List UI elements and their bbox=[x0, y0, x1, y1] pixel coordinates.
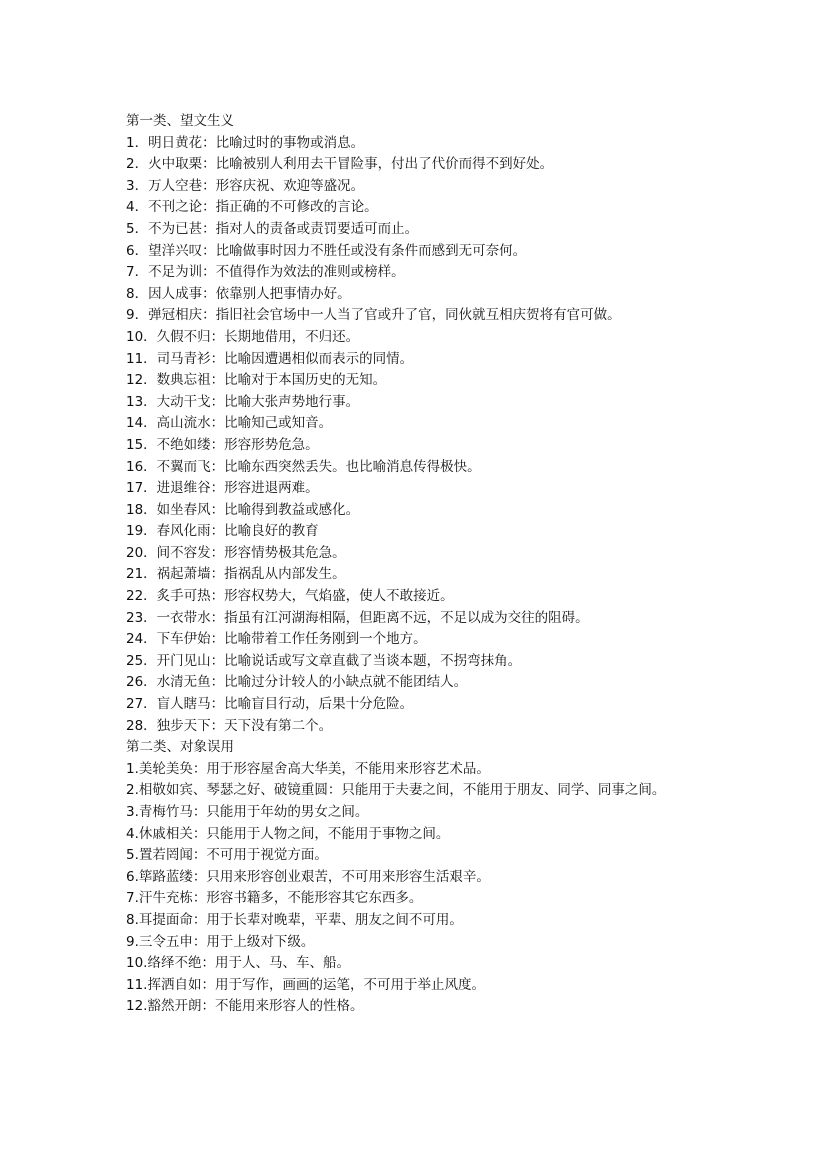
list-item: 22．炙手可热：形容权势大，气焰盛，使人不敢接近。 bbox=[126, 588, 454, 605]
list-item: 8．因人成事：依靠别人把事情办好。 bbox=[126, 285, 351, 302]
list-item: 6.筚路蓝缕：只用来形容创业艰苦，不可用来形容生活艰辛。 bbox=[126, 868, 490, 885]
list-item: 24．下车伊始：比喻带着工作任务刚到一个地方。 bbox=[126, 631, 427, 648]
list-item: 13．大动干戈：比喻大张声势地行事。 bbox=[126, 393, 360, 410]
section-title-2: 第二类、对象误用 bbox=[126, 739, 234, 756]
list-item: 17．进退维谷：形容进退两难。 bbox=[126, 480, 319, 497]
list-item: 12．数典忘祖：比喻对于本国历史的无知。 bbox=[126, 372, 387, 389]
list-item: 12.豁然开朗：不能用来形容人的性格。 bbox=[126, 998, 364, 1015]
list-item: 4．不刊之论：指正确的不可修改的言论。 bbox=[126, 199, 378, 216]
list-item: 27．盲人瞎马：比喻盲目行动，后果十分危险。 bbox=[126, 696, 414, 713]
list-item: 10．久假不归：长期地借用，不归还。 bbox=[126, 328, 360, 345]
list-item: 21．祸起萧墙：指祸乱从内部发生。 bbox=[126, 566, 346, 583]
list-item: 11．司马青衫：比喻因遭遇相似而表示的同情。 bbox=[126, 350, 414, 367]
list-item: 2.相敬如宾、琴瑟之好、破镜重圆：只能用于夫妻之间，不能用于朋友、同学、同事之间。 bbox=[126, 782, 666, 799]
section-title-1: 第一类、望文生义 bbox=[126, 113, 234, 129]
list-item: 20．间不容发：形容情势极其危急。 bbox=[126, 544, 346, 561]
list-item: 15．不绝如缕：形容形势危急。 bbox=[126, 436, 319, 453]
list-item: 4.休戚相关：只能用于人物之间，不能用于事物之间。 bbox=[126, 825, 450, 842]
list-item: 18．如坐春风：比喻得到教益或感化。 bbox=[126, 501, 360, 518]
document-page bbox=[126, 111, 726, 1018]
list-item: 11.挥洒自如：用于写作，画画的运笔，不可用于举止风度。 bbox=[126, 976, 485, 993]
list-item: 19．春风化雨：比喻良好的教育 bbox=[126, 523, 319, 540]
list-item: 28．独步天下：天下没有第二个。 bbox=[126, 717, 333, 734]
list-item: 14．高山流水：比喻知己或知音。 bbox=[126, 415, 333, 432]
list-item: 8.耳提面命：用于长辈对晚辈，平辈、朋友之间不可用。 bbox=[126, 911, 463, 928]
list-item: 6．望洋兴叹：比喻做事时因力不胜任或没有条件而感到无可奈何。 bbox=[126, 242, 527, 259]
list-item: 7．不足为训：不值得作为效法的准则或榜样。 bbox=[126, 264, 405, 281]
list-item: 16．不翼而飞：比喻东西突然丢失。也比喻消息传得极快。 bbox=[126, 458, 481, 475]
list-item: 3.青梅竹马：只能用于年幼的男女之间。 bbox=[126, 804, 369, 820]
list-item: 3．万人空巷：形容庆祝、欢迎等盛况。 bbox=[126, 177, 365, 194]
list-item: 23．一衣带水：指虽有江河湖海相隔，但距离不远，不足以成为交往的阻碍。 bbox=[126, 609, 589, 626]
list-item: 5.置若罔闻：不可用于视觉方面。 bbox=[126, 847, 328, 864]
list-item: 10.络绎不绝：用于人、马、车、船。 bbox=[126, 955, 350, 972]
list-item: 1．明日黄花：比喻过时的事物或消息。 bbox=[126, 134, 365, 151]
list-item: 5．不为已甚：指对人的责备或责罚要适可而止。 bbox=[126, 220, 419, 237]
list-item: 1.美轮美奂：用于形容屋舍高大华美，不能用来形容艺术品。 bbox=[126, 760, 490, 777]
list-item: 26．水清无鱼：比喻过分计较人的小缺点就不能团结人。 bbox=[126, 674, 468, 691]
list-item: 9．弹冠相庆：指旧社会官场中一人当了官或升了官，同伙就互相庆贺将有官可做。 bbox=[126, 307, 621, 324]
list-item: 9.三令五申：用于上级对下级。 bbox=[126, 933, 315, 950]
list-item: 25．开门见山：比喻说话或写文章直截了当谈本题，不拐弯抹角。 bbox=[126, 652, 522, 669]
list-item: 2．火中取栗：比喻被别人利用去干冒险事，付出了代价而得不到好处。 bbox=[126, 156, 554, 173]
list-item: 7.汗牛充栋：形容书籍多，不能形容其它东西多。 bbox=[126, 890, 423, 907]
